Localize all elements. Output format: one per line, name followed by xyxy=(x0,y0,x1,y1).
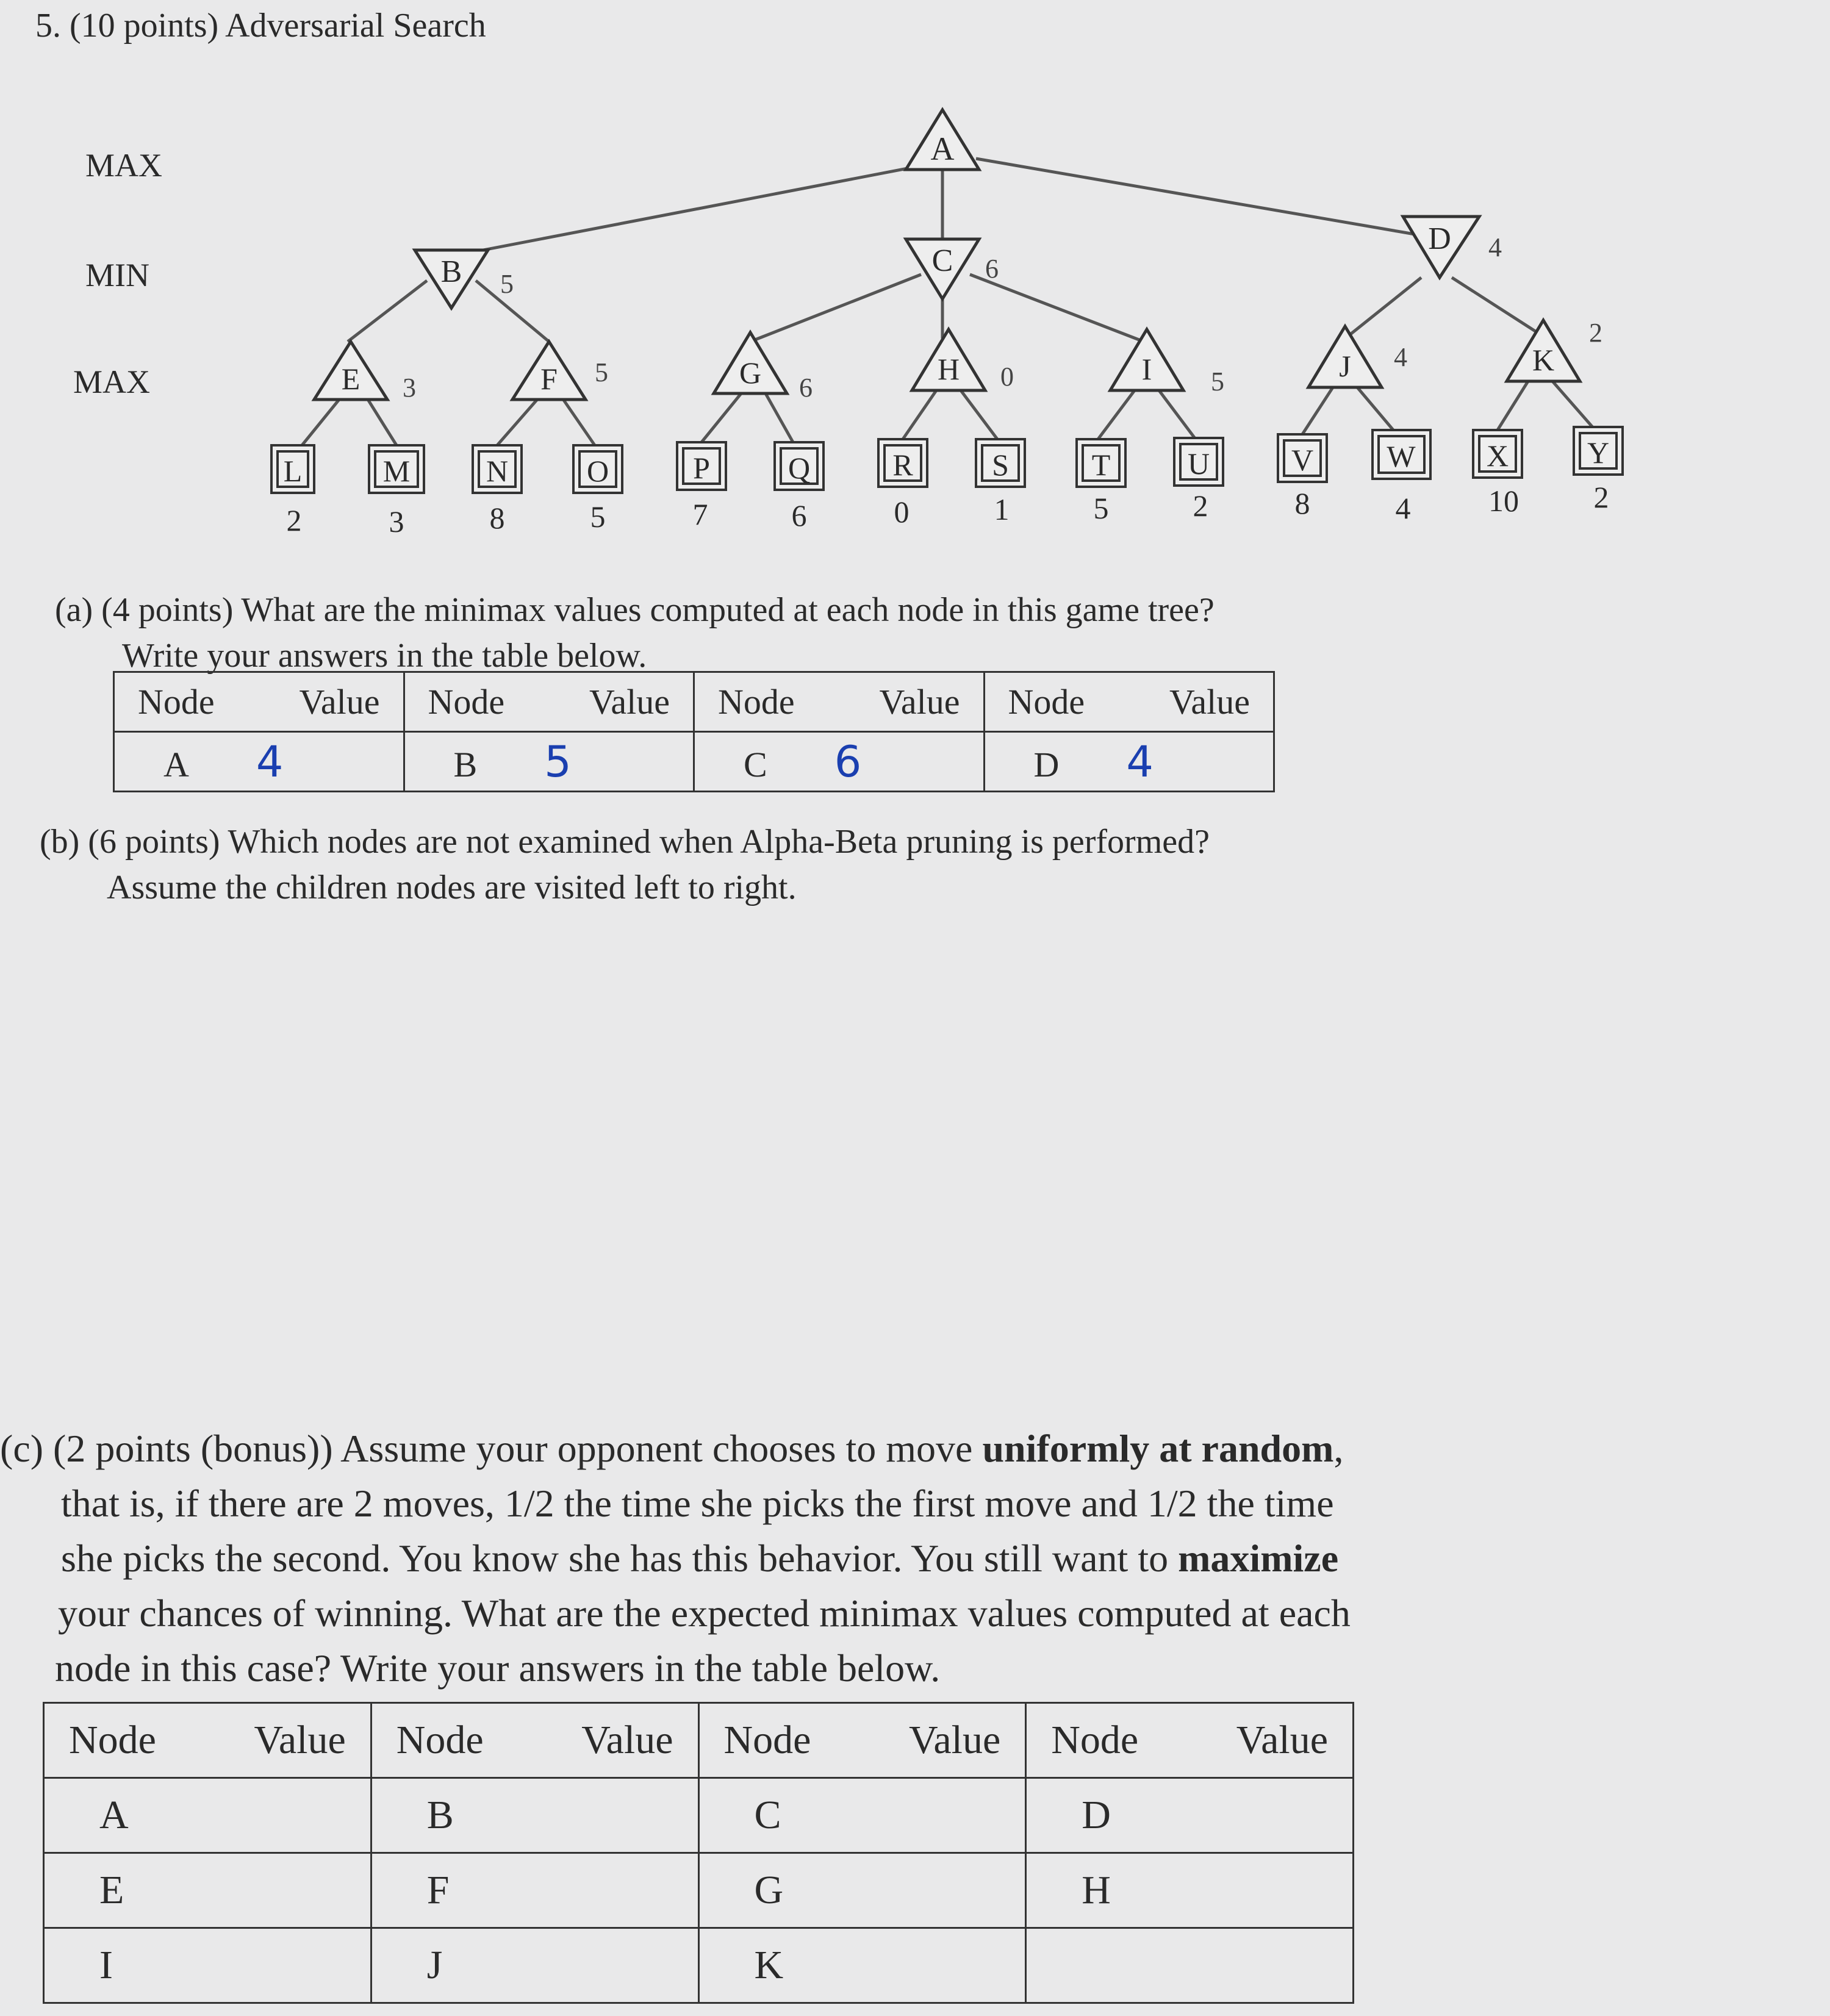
table-header-value: Value xyxy=(879,682,960,722)
leaf-v-value: 8 xyxy=(1294,486,1310,520)
table-cell[interactable]: B xyxy=(371,1778,698,1853)
table-header-node: Node xyxy=(1008,682,1085,722)
part-a-instruction: Write your answers in the table below. xyxy=(122,637,647,675)
leaf-p-value: 7 xyxy=(692,497,708,531)
answer-value-d: 4 xyxy=(1126,736,1154,787)
leaf-y-label: Y xyxy=(1587,436,1610,470)
leaf-r-label: R xyxy=(892,448,913,482)
edge-a-d xyxy=(976,159,1418,235)
table-cell[interactable]: C xyxy=(698,1778,1026,1853)
node-k-label: K xyxy=(1532,343,1555,377)
table-header-node: Node xyxy=(428,682,505,722)
node-g-label: G xyxy=(739,356,762,390)
note-g: 6 xyxy=(799,373,813,403)
table-cell[interactable]: E xyxy=(44,1853,371,1928)
leaf-n-value: 8 xyxy=(489,501,505,535)
leaf-u-label: U xyxy=(1187,447,1210,481)
table-header-node: Node xyxy=(718,682,795,722)
answer-cell-d[interactable]: D 4 xyxy=(984,732,1274,792)
leaf-o-label: O xyxy=(586,454,609,488)
level-label-max-top: MAX xyxy=(85,147,163,184)
edge-c-g xyxy=(750,274,921,342)
part-c-answer-table: Node Value Node Value Node Value Node Value A B C D E F G H I J K xyxy=(43,1702,1354,2004)
node-i-label: I xyxy=(1141,352,1152,386)
table-header-value: Value xyxy=(299,682,380,722)
answer-value-a: 4 xyxy=(256,736,284,787)
node-f-label: F xyxy=(540,362,558,396)
node-a-label: A xyxy=(930,131,955,167)
table-cell[interactable]: J xyxy=(371,1928,698,2003)
part-a-answer-table xyxy=(113,671,1275,792)
note-d: 4 xyxy=(1488,232,1502,262)
leaf-w-value: 4 xyxy=(1395,491,1411,525)
leaf-t-label: T xyxy=(1091,448,1111,482)
part-b-instruction: Assume the children nodes are visited left to right. xyxy=(107,869,797,906)
table-cell[interactable]: D xyxy=(1026,1778,1354,1853)
edge-a-b xyxy=(451,162,942,256)
leaf-s-label: S xyxy=(992,448,1009,482)
leaf-s-value: 1 xyxy=(994,492,1010,526)
note-i: 5 xyxy=(1211,367,1224,396)
note-j: 4 xyxy=(1394,342,1407,372)
leaf-w-label: W xyxy=(1387,439,1416,473)
note-k: 2 xyxy=(1589,318,1602,348)
leaf-n-label: N xyxy=(486,454,509,488)
table-cell[interactable]: H xyxy=(1026,1853,1354,1928)
leaf-r-value: 0 xyxy=(894,495,910,529)
leaf-o-value: 5 xyxy=(590,500,606,534)
node-h-label: H xyxy=(937,352,960,386)
edge-d-j xyxy=(1345,278,1421,339)
leaf-l-label: L xyxy=(283,454,303,488)
note-c: 6 xyxy=(985,254,999,284)
answer-value-c: 6 xyxy=(834,736,862,787)
table-cell[interactable]: I xyxy=(44,1928,371,2003)
game-tree xyxy=(0,0,1830,549)
table-cell[interactable]: A xyxy=(44,1778,371,1853)
leaf-p-label: P xyxy=(693,451,710,485)
part-c-question: (c) (2 points (bonus)) Assume your opponent chooses to move uniformly at random, that is, if there are 2 moves, 1/2 the time she picks the first move and 1/2 the time she picks the second. You know she has this behavior. You still want to maximize your chances of winning. What are the expected minimax values computed at each node in this case? Write your answers in the table below. xyxy=(0,1427,1351,1690)
leaf-l-value: 2 xyxy=(286,503,302,537)
leaf-m-value: 3 xyxy=(389,504,404,539)
note-e: 3 xyxy=(403,373,416,403)
node-b-label: B xyxy=(440,254,462,289)
leaf-q-label: Q xyxy=(788,451,811,485)
note-h: 0 xyxy=(1000,362,1014,392)
question-title: 5. (10 points) Adversarial Search xyxy=(35,7,486,45)
node-d-label: D xyxy=(1428,221,1451,256)
part-b-question: (b) (6 points) Which nodes are not examined when Alpha-Beta pruning is performed? xyxy=(40,823,1210,861)
table-cell[interactable]: G xyxy=(698,1853,1026,1928)
leaf-y-value: 2 xyxy=(1593,480,1609,514)
edge-d-k xyxy=(1452,278,1537,332)
leaf-v-label: V xyxy=(1291,443,1314,477)
node-e-label: E xyxy=(341,362,361,396)
table-cell[interactable]: K xyxy=(698,1928,1026,2003)
edge-b-e xyxy=(348,281,427,342)
table-cell[interactable]: F xyxy=(371,1853,698,1928)
note-b: 5 xyxy=(500,269,514,299)
table-header-value: Value xyxy=(1169,682,1250,722)
node-j-label: J xyxy=(1339,349,1351,383)
edge-c-i xyxy=(970,274,1144,342)
note-f: 5 xyxy=(595,357,608,387)
table-header-value: Value xyxy=(589,682,670,722)
leaf-m-label: M xyxy=(382,454,411,488)
leaf-t-value: 5 xyxy=(1093,491,1109,525)
table-cell[interactable] xyxy=(1026,1928,1354,2003)
leaf-x-label: X xyxy=(1486,439,1509,473)
part-a-question: (a) (4 points) What are the minimax values computed at each node in this game tree? xyxy=(55,591,1215,629)
answer-cell-b[interactable]: B 5 xyxy=(404,732,694,792)
table-header-node: Node xyxy=(138,682,215,722)
answer-value-b: 5 xyxy=(544,736,572,787)
node-c-label: C xyxy=(931,243,953,278)
leaf-q-value: 6 xyxy=(791,498,807,533)
level-label-min: MIN xyxy=(85,257,149,293)
leaf-x-value: 10 xyxy=(1488,484,1519,518)
answer-cell-a[interactable]: A 4 xyxy=(114,732,404,792)
answer-cell-c[interactable]: C 6 xyxy=(694,732,985,792)
level-label-max-bottom: MAX xyxy=(73,364,151,400)
leaf-u-value: 2 xyxy=(1193,489,1208,523)
